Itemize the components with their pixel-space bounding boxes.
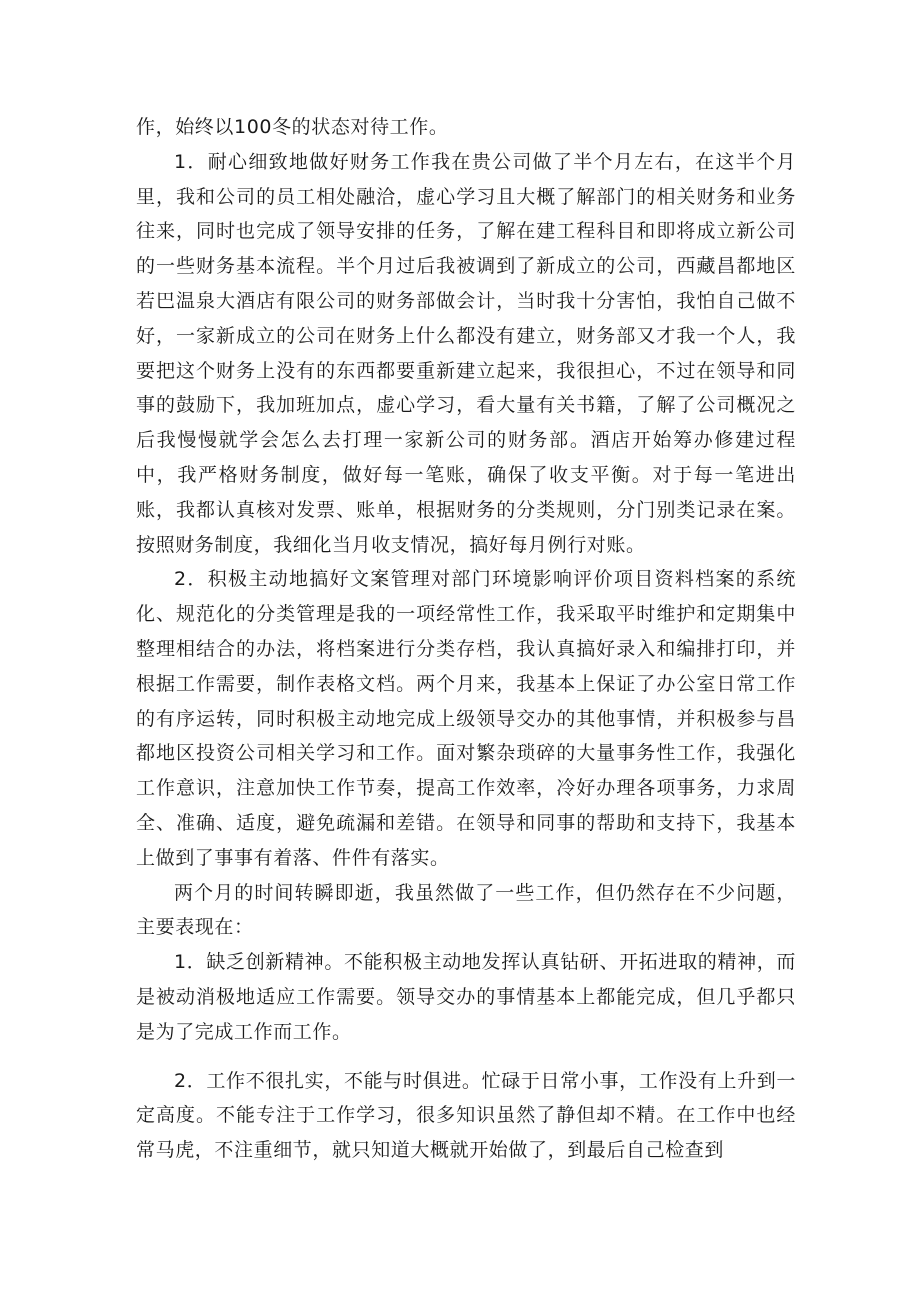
paragraph-work-not-solid: 2．工作不很扎实，不能与时俱进。忙碌于日常小事，工作没有上升到一定高度。不能专注于工作学习，很多知识虽然了静但却不精。在工作中也经常马虎，不注重细节，就只知道大概就开始做了，到最后自己检查到 — [136, 1069, 796, 1162]
paragraph-continuation: 作，始终以100冬的状态对待工作。 — [136, 116, 449, 138]
paragraph-lack-of-innovation: 1．缺乏创新精神。不能积极主动地发挥认真钻研、开拓进取的精神，而是被动消极地适应工作需要。领导交办的事情基本上都能完成，但几乎都只是为了完成工作而工作。 — [136, 951, 796, 1043]
document-body — [136, 110, 796, 1168]
paragraph-financial-work: 1．耐心细致地做好财务工作我在贵公司做了半个月左右，在这半个月里，我和公司的员工相处融洽，虚心学习且大概了解部门的相关财务和业务往来，同时也完成了领导安排的任务，了解在建工程科目和即将成立新公司的一些财务基本流程。半个月过后我被调到了新成立的公司，西藏昌都地区若巴温泉大酒店有限公司的财务部做会计，当时我十分害怕，我怕自己做不好，一家新成立的公司在财务上什么都没有建立，财务部又才我一个人，我要把这个财务上没有的东西都要重新建立起来，我很担心，不过在领导和同事的鼓励下，我加班加点，虚心学习，看大量有关书籍，了解了公司概况之后我慢慢就学会怎么去打理一家新公司的财务部。酒店开始筹办修建过程中，我严格财务制度，做好每一笔账，确保了收支平衡。对于每一笔进出账，我都认真核对发票、账单，根据财务的分类规则，分门别类记录在案。按照财务制度，我细化当月收支情况，搞好每月例行对账。 — [136, 150, 796, 556]
paragraph-problems-intro: 两个月的时间转瞬即逝，我虽然做了一些工作，但仍然存在不少问题，主要表现在： — [136, 881, 796, 939]
paragraph-document-management: 2．积极主动地搞好文案管理对部门环境影响评价项目资料档案的系统化、规范化的分类管理是我的一项经常性工作，我采取平时维护和定期集中整理相结合的办法，将档案进行分类存档，我认真搞好录入和编排打印，并根据工作需要，制作表格文档。两个月来，我基本上保证了办公室日常工作的有序运转，同时积极主动地完成上级领导交办的其他事情，并积极参与昌都地区投资公司相关学习和工作。面对繁杂琐碎的大量事务性工作，我强化工作意识，注意加快工作节奏，提高工作效率，冷好办理各项事务，力求周全、准确、适度，避免疏漏和差错。在领导和同事的帮助和支持下，我基本上做到了事事有着落、件件有落实。 — [136, 568, 796, 869]
